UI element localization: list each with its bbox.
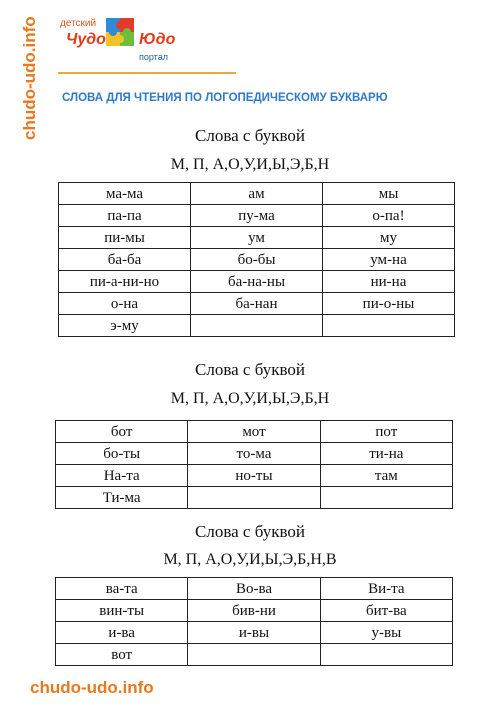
word-cell: ва-та — [56, 578, 188, 600]
site-logo[interactable] — [57, 10, 217, 70]
section-2-letters: М, П, А,О,У,И,Ы,Э,Б,Н — [170, 390, 330, 407]
word-cell: вин-ты — [56, 600, 188, 622]
logo-main-left: Чудо — [66, 31, 106, 48]
section-3-letters: М, П, А,О,У,И,Ы,Э,Б,Н,В — [163, 551, 337, 568]
word-cell: ум — [191, 227, 323, 249]
word-cell: о-па! — [323, 205, 455, 227]
section-3-title: Слова с буквой — [195, 522, 305, 541]
word-cell: но-ты — [188, 465, 320, 487]
word-cell: и-вы — [188, 622, 320, 644]
word-cell: о-на — [59, 293, 191, 315]
word-cell: ба-нан — [191, 293, 323, 315]
table-row — [56, 443, 453, 465]
word-cell: бот — [56, 421, 188, 443]
word-cell: бо-бы — [191, 249, 323, 271]
section-1-title: Слова с буквой — [195, 126, 305, 145]
word-cell: Ти-ма — [56, 487, 188, 509]
word-cell: пи-о-ны — [323, 293, 455, 315]
word-cell: ни-на — [323, 271, 455, 293]
table-row — [56, 578, 453, 600]
word-cell: пи-а-ни-но — [59, 271, 191, 293]
table-row — [59, 249, 455, 271]
table-row — [59, 293, 455, 315]
word-cell: бит-ва — [320, 600, 452, 622]
table-row — [56, 465, 453, 487]
word-table-3 — [55, 577, 453, 666]
word-cell: мы — [323, 183, 455, 205]
table-row — [59, 315, 455, 337]
word-cell: ба-на-ны — [191, 271, 323, 293]
word-cell: пот — [320, 421, 452, 443]
word-cell — [320, 644, 452, 666]
word-cell — [323, 315, 455, 337]
word-cell — [191, 315, 323, 337]
table-row — [56, 421, 453, 443]
word-cell: бо-ты — [56, 443, 188, 465]
word-cell — [188, 487, 320, 509]
word-cell: ма-ма — [59, 183, 191, 205]
word-table-2 — [55, 420, 453, 509]
word-cell: ти-на — [320, 443, 452, 465]
word-cell: вот — [56, 644, 188, 666]
word-cell — [188, 644, 320, 666]
word-cell: ба-ба — [59, 249, 191, 271]
word-cell: му — [323, 227, 455, 249]
word-cell: у-вы — [320, 622, 452, 644]
word-cell: э-му — [59, 315, 191, 337]
word-cell: Ви-та — [320, 578, 452, 600]
table-row — [56, 487, 453, 509]
table-row — [56, 600, 453, 622]
word-cell: пу-ма — [191, 205, 323, 227]
logo-sub-text: портал — [139, 52, 168, 62]
page-headline: СЛОВА ДЛЯ ЧТЕНИЯ ПО ЛОГОПЕДИЧЕСКОМУ БУКВАРЮ — [62, 92, 388, 104]
word-cell: бив-ни — [188, 600, 320, 622]
word-cell: мот — [188, 421, 320, 443]
word-cell: там — [320, 465, 452, 487]
puzzle-icon — [104, 14, 138, 58]
word-cell: На-та — [56, 465, 188, 487]
table-row — [59, 227, 455, 249]
word-cell: па-па — [59, 205, 191, 227]
table-row — [56, 622, 453, 644]
header-divider — [58, 72, 236, 74]
section-1-letters: М, П, А,О,У,И,Ы,Э,Б,Н — [170, 156, 330, 173]
word-cell: ам — [191, 183, 323, 205]
table-row — [59, 183, 455, 205]
word-table-1 — [58, 182, 455, 337]
logo-main-right: Юдо — [139, 31, 176, 48]
word-cell: и-ва — [56, 622, 188, 644]
site-url-bottom: chudo-udo.info — [30, 678, 154, 697]
word-cell: то-ма — [188, 443, 320, 465]
word-cell: Во-ва — [188, 578, 320, 600]
table-row — [56, 644, 453, 666]
logo-top-text: детский — [60, 18, 97, 29]
word-cell: ум-на — [323, 249, 455, 271]
word-cell — [320, 487, 452, 509]
table-row — [59, 205, 455, 227]
word-cell: пи-мы — [59, 227, 191, 249]
site-url-vertical: chudo-udo.info — [20, 16, 39, 140]
section-2-title: Слова с буквой — [195, 360, 305, 379]
table-row — [59, 271, 455, 293]
